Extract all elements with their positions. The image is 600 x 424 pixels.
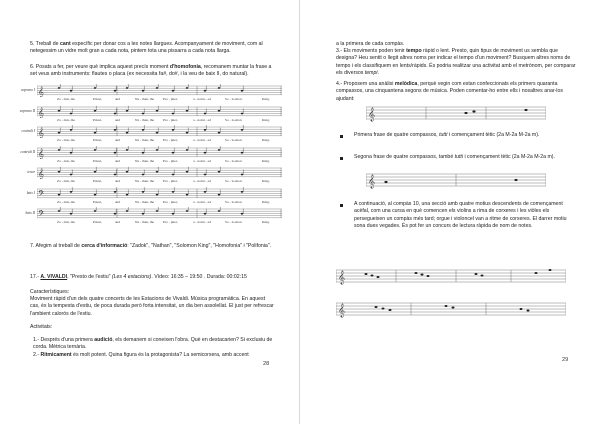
features-heading: Característiques:: [30, 289, 70, 295]
voice-label: tenor: [27, 170, 35, 174]
staff-lines: [37, 105, 282, 118]
score-note: [142, 174, 145, 176]
score-note: [241, 174, 244, 176]
bullet-1-marker: [340, 135, 343, 138]
lyric-syllable: So - lo-mon: [225, 179, 242, 183]
score-note: [156, 87, 159, 89]
lyric-syllable: So - lo-mon: [225, 158, 242, 163]
score-note: [126, 87, 129, 89]
lyric-syllable: Na - than, the: [135, 138, 155, 142]
lyric-syllable: Na - than, the: [135, 117, 155, 122]
melody-staff-1: [366, 103, 546, 123]
score-note: [241, 213, 244, 215]
score-note: [126, 210, 129, 212]
score-note: [126, 171, 129, 173]
lyric-syllable: Pro - phet,: [163, 138, 178, 142]
score-note: [114, 90, 117, 92]
lyric-syllable: King.: [262, 97, 270, 101]
score-note: [172, 213, 175, 215]
melody-staff-4: [336, 298, 566, 320]
lyric-syllable: a - noint - ed: [193, 179, 211, 183]
score-staff: [25, 207, 282, 228]
score-note: [204, 151, 207, 153]
lyric-syllable: Pro - phet,: [163, 158, 178, 163]
lyric-syllable: King.: [262, 179, 270, 183]
lyric-syllable: Na - than, the: [135, 97, 155, 101]
score-note: [142, 112, 145, 114]
lyric-syllable: and: [115, 117, 121, 122]
score-staff: [21, 125, 282, 146]
continuation-text: a la primera de cada compàs.: [336, 41, 405, 47]
lyric-syllable: Za - dok, the: [57, 158, 75, 163]
score-note: [70, 90, 73, 92]
score-note: [70, 174, 73, 176]
svg-text:𝄞: 𝄞: [38, 128, 44, 138]
score-note: [114, 191, 117, 193]
svg-text:𝄞: 𝄞: [38, 87, 44, 97]
score-note: [156, 109, 159, 111]
score-note: [70, 151, 73, 153]
lyric-syllable: King.: [262, 158, 270, 163]
score-note: [186, 132, 189, 134]
lyric-syllable: and: [115, 220, 121, 224]
lyric-syllable: Za - dok, the: [57, 138, 75, 142]
score-note: [241, 151, 244, 153]
voice-label: contralt II: [20, 149, 35, 154]
score-note: [186, 210, 189, 212]
staff-lines: [37, 187, 282, 200]
score-note: [58, 210, 61, 212]
score-note: [142, 151, 145, 153]
voice-label: soprano I: [21, 88, 35, 92]
lyric-syllable: Pro - phet,: [163, 179, 178, 183]
activities-heading: Activitats:: [30, 324, 53, 330]
voice-label: contralt I: [21, 129, 35, 133]
score-note: [172, 151, 175, 153]
lyric-syllable: Za - dok, the: [57, 220, 75, 224]
svg-text:𝄞: 𝄞: [338, 303, 346, 317]
lyric-syllable: Pro - phet,: [163, 199, 178, 204]
score-note: [126, 149, 129, 151]
score-note: [58, 149, 61, 151]
score-note: [186, 171, 189, 173]
score-note: [218, 87, 221, 89]
score-note: [156, 193, 159, 195]
score-note: [172, 174, 175, 176]
score-note: [126, 132, 129, 134]
svg-text:𝄞: 𝄞: [338, 270, 346, 284]
score-note: [94, 149, 97, 151]
score-note: [58, 109, 61, 111]
activity-1: 1.- Després d'una primera audició, els demanem si coneixen l'obra. Què en destacarien? Si exclusiu de corda. Mètrica ternària.: [33, 337, 273, 351]
lyric-syllable: Za - dok, the: [57, 179, 75, 183]
bullet-2-marker: [340, 157, 343, 160]
score-note: [204, 191, 207, 193]
lyric-syllable: and: [115, 138, 121, 142]
score-note: [241, 112, 244, 114]
lyric-syllable: So - lo-mon: [225, 220, 242, 224]
item-5-paragraph: 5. Treball de cant específic per donar cos a les notes llargues. Acompanyament de moviment, com al netegessim un vidre molt gran a cada nota, pintem tota una pissarra a cada nota llarga.: [30, 41, 263, 55]
melody-staff-2: [366, 170, 546, 190]
score-note: [114, 213, 117, 215]
score-note: [58, 193, 61, 195]
score-note: [218, 171, 221, 173]
staff-lines: [37, 146, 282, 159]
svg-text:𝄢: 𝄢: [38, 189, 45, 200]
score-note: [241, 90, 244, 92]
lyric-syllable: Za - dok, the: [57, 117, 75, 122]
bullet-2-text: Segona frase de quatre compassos, també tutti i començament tètic (2a M-2a M-2a m).: [354, 154, 555, 160]
score-note: [186, 149, 189, 151]
staff-lines: [37, 166, 282, 179]
lyric-syllable: a - noint - ed: [193, 138, 211, 142]
score-staff: [27, 166, 282, 187]
right-page: [300, 0, 600, 424]
lyric-syllable: a - noint - ed: [193, 117, 211, 122]
score-note: [94, 171, 97, 173]
lyric-syllable: a - noint - ed: [193, 199, 211, 204]
lyric-syllable: and: [115, 179, 121, 183]
score-note: [218, 109, 221, 111]
score-note: [114, 174, 117, 176]
lyric-syllable: Priest,: [93, 97, 102, 101]
lyric-syllable: a - noint - ed: [193, 220, 211, 224]
score-note: [126, 109, 129, 111]
score-note: [114, 129, 117, 131]
lyric-syllable: Priest,: [93, 138, 102, 142]
svg-text:𝄢: 𝄢: [38, 210, 45, 220]
score-note: [204, 174, 207, 176]
score-note: [156, 171, 159, 173]
voice-label: baix I: [26, 190, 35, 195]
score-note: [58, 87, 61, 89]
lyric-syllable: Na - than, the: [135, 158, 155, 163]
score-note: [142, 90, 145, 92]
page-number-left: 28: [263, 361, 270, 367]
score-note: [94, 87, 97, 89]
svg-text:𝄞: 𝄞: [368, 107, 376, 121]
lyric-syllable: Priest,: [93, 158, 102, 163]
score-note: [172, 129, 175, 131]
item-3-paragraph: 3.- Els moviments poden tenir tempo ràpid o lent. Presto, quin tipus de moviment us sembla que designa? Heu sentit o llegit altres noms per indicar el tempo d'un moviment? Busquem altres noms de tempo i els classifiquem en lents/ràpids. És podria realitzar una activitat amb el metrònom, per comparar els diversos tempi.: [336, 48, 576, 77]
score-staff: [19, 105, 282, 126]
score-note: [241, 191, 244, 193]
score-note: [58, 132, 61, 134]
voice-label: baix II: [25, 211, 35, 215]
score-note: [172, 112, 175, 114]
lyric-syllable: Na - than, the: [135, 199, 155, 204]
score-note: [186, 193, 189, 195]
staff-lines: [37, 207, 282, 220]
lyric-syllable: Priest,: [93, 179, 102, 183]
features-paragraph: Moviment ràpid d'un dels quatre concerts de les Estacions de Vivaldi. Música programàtica. En aquest cas, és la tempesta d'estiu, de poca durada però forta intensitat, un dia ben assolellat. El just per refrescar l'ambient calorós de l'estiu.: [30, 296, 274, 317]
lyric-syllable: Pro - phet,: [163, 97, 178, 101]
score-note: [94, 210, 97, 212]
score-note: [70, 112, 73, 114]
score-note: [70, 129, 73, 131]
activity-2: 2.- Ritmicament és molt potent. Quina figura és la protagonista? La semicorxera, amb accent: [33, 352, 249, 358]
lyric-syllable: King.: [262, 117, 270, 122]
score-staff: [26, 187, 282, 208]
score-note: [218, 210, 221, 212]
score-note: [142, 191, 145, 193]
lyric-syllable: Priest,: [93, 117, 102, 122]
page-number-right: 29: [562, 357, 569, 363]
score-note: [156, 210, 159, 212]
item-17-heading: 17.- A. VIVALDI, "Presto de l'estiu" (Les 4 estacions). Vídeo: 16:35 – 19:50 . Durada: 00:02:15: [30, 274, 247, 280]
lyric-syllable: Pro - phet,: [163, 117, 178, 122]
score-note: [70, 213, 73, 215]
score-note: [172, 191, 175, 193]
score-note: [142, 129, 145, 131]
score-note: [114, 151, 117, 153]
score-note: [70, 191, 73, 193]
item-7-paragraph: 7. Afegim al treball de cerca d'informació: "Zadok", "Nathan", "Solomon King", "Homofonia" i "Polifonia".: [30, 243, 272, 249]
score-staff: [20, 146, 282, 167]
lyric-syllable: a - noint - ed: [193, 158, 211, 163]
lyric-syllable: Za - dok, the: [57, 97, 75, 101]
lyric-syllable: and: [115, 97, 121, 101]
lyric-syllable: Priest,: [93, 220, 102, 224]
zadok-score: [0, 84, 300, 234]
score-note: [94, 193, 97, 195]
lyric-syllable: a - noint - ed: [193, 97, 211, 101]
score-note: [241, 129, 244, 131]
score-note: [156, 149, 159, 151]
score-note: [156, 132, 159, 134]
score-note: [58, 171, 61, 173]
score-note: [94, 109, 97, 111]
score-note: [114, 112, 117, 114]
bullet-1-text: Primera frase de quatre compassos, tutti i començament tètic (2a M-2a M-2a m).: [354, 132, 540, 138]
item-6-paragraph: 6. Posats a fer, per veure què implica aquest precís moment d'homofonia, recomanem muntar la frase a set veus amb instruments: flautes o placa (ex necessita fa#, do#, i la veu de baix II, do natural).: [30, 64, 272, 78]
staff-lines: [37, 125, 282, 138]
lyric-syllable: King.: [262, 220, 270, 224]
lyric-syllable: So - lo-mon: [225, 117, 242, 122]
staff-lines: [37, 84, 282, 97]
score-note: [94, 132, 97, 134]
score-note: [218, 149, 221, 151]
bullet-3-text: A continuació, al compàs 10, una secció amb quatre motius descendents de començament acèfal, com una cursa en què comencen els violins a rima de corxeres i les viòles els persegueixen un compàs més tard; orgue i violoncel van a ritme de corxeres. El darrer motiu sona dues vegades. És pot fer un concurs de lectura ràpida de nom de notes.: [354, 201, 567, 230]
svg-text:𝄞: 𝄞: [38, 148, 44, 159]
svg-text:𝄞: 𝄞: [38, 169, 44, 179]
score-note: [204, 213, 207, 215]
score-note: [186, 87, 189, 89]
score-note: [186, 109, 189, 111]
lyric-syllable: So - lo-mon: [225, 138, 242, 142]
lyric-syllable: Na - than, the: [135, 220, 155, 224]
item-4-paragraph: 4.- Proposem una anàlisi melòdica, perquè vegin com estan confeccionats els primers quaranta compassos, una cinquantena segons de música. Poden comentar-ho entre ells i nosaltres anar-los ajudant:: [336, 81, 563, 102]
lyric-syllable: King.: [262, 138, 270, 142]
score-note: [204, 112, 207, 114]
bullet-3-marker: [340, 204, 343, 207]
melody-staff-3: [336, 265, 566, 287]
lyric-syllable: Na - than, the: [135, 179, 155, 183]
lyric-syllable: Pro - phet,: [163, 220, 178, 224]
score-note: [142, 213, 145, 215]
voice-label: soprano II: [19, 108, 35, 113]
lyric-syllable: and: [115, 199, 121, 204]
lyric-syllable: King.: [262, 199, 270, 204]
score-note: [204, 90, 207, 92]
score-note: [126, 193, 129, 195]
score-note: [218, 193, 221, 195]
lyric-syllable: So - lo-mon: [225, 97, 242, 101]
score-staff: [21, 84, 282, 105]
lyric-syllable: and: [115, 158, 121, 163]
score-note: [204, 129, 207, 131]
score-note: [172, 90, 175, 92]
svg-text:𝄞: 𝄞: [368, 174, 376, 188]
lyric-syllable: Za - dok, the: [57, 199, 75, 204]
score-note: [218, 132, 221, 134]
svg-text:𝄞: 𝄞: [38, 107, 44, 118]
lyric-syllable: Priest,: [93, 199, 102, 204]
lyric-syllable: So - lo-mon: [225, 199, 242, 204]
